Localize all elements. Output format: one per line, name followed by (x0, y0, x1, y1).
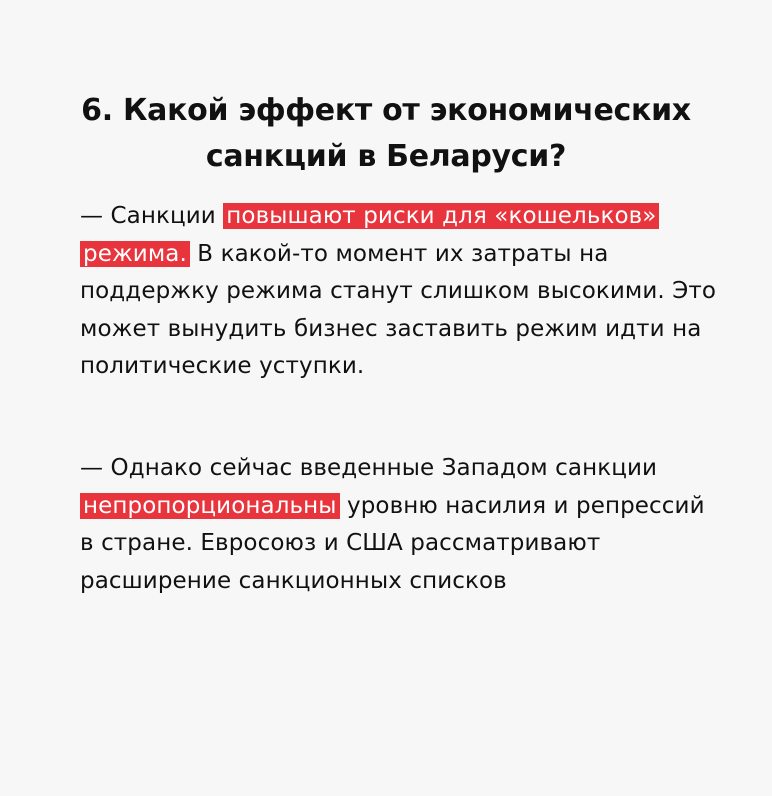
paragraph-1-body-text: В какой-то момент их затраты на поддержку режима станут слишком высокими. Это может вынудить бизнес заставить режим идти на политические уступки. (80, 240, 717, 379)
slide-title: 6. Какой эффект от экономических санкций в Беларуси? (81, 93, 691, 174)
paragraph-1-highlight: повышают риски для «кошельков» режима. (80, 203, 659, 267)
paragraph-sanctions-effect (80, 198, 720, 386)
paragraph-2-highlight: непропорциональны (80, 493, 340, 519)
paragraph-sanctions-disproportion (80, 450, 720, 600)
paragraph-2-lead-text: — Однако сейчас введенные Западом санкции (80, 455, 658, 481)
paragraph-1-lead-text: — Санкции (80, 203, 224, 229)
paragraph-2-body-text: уровню насилия и репрессий в стране. Евросоюз и США рассматривают расширение санкционных списков (80, 492, 705, 594)
